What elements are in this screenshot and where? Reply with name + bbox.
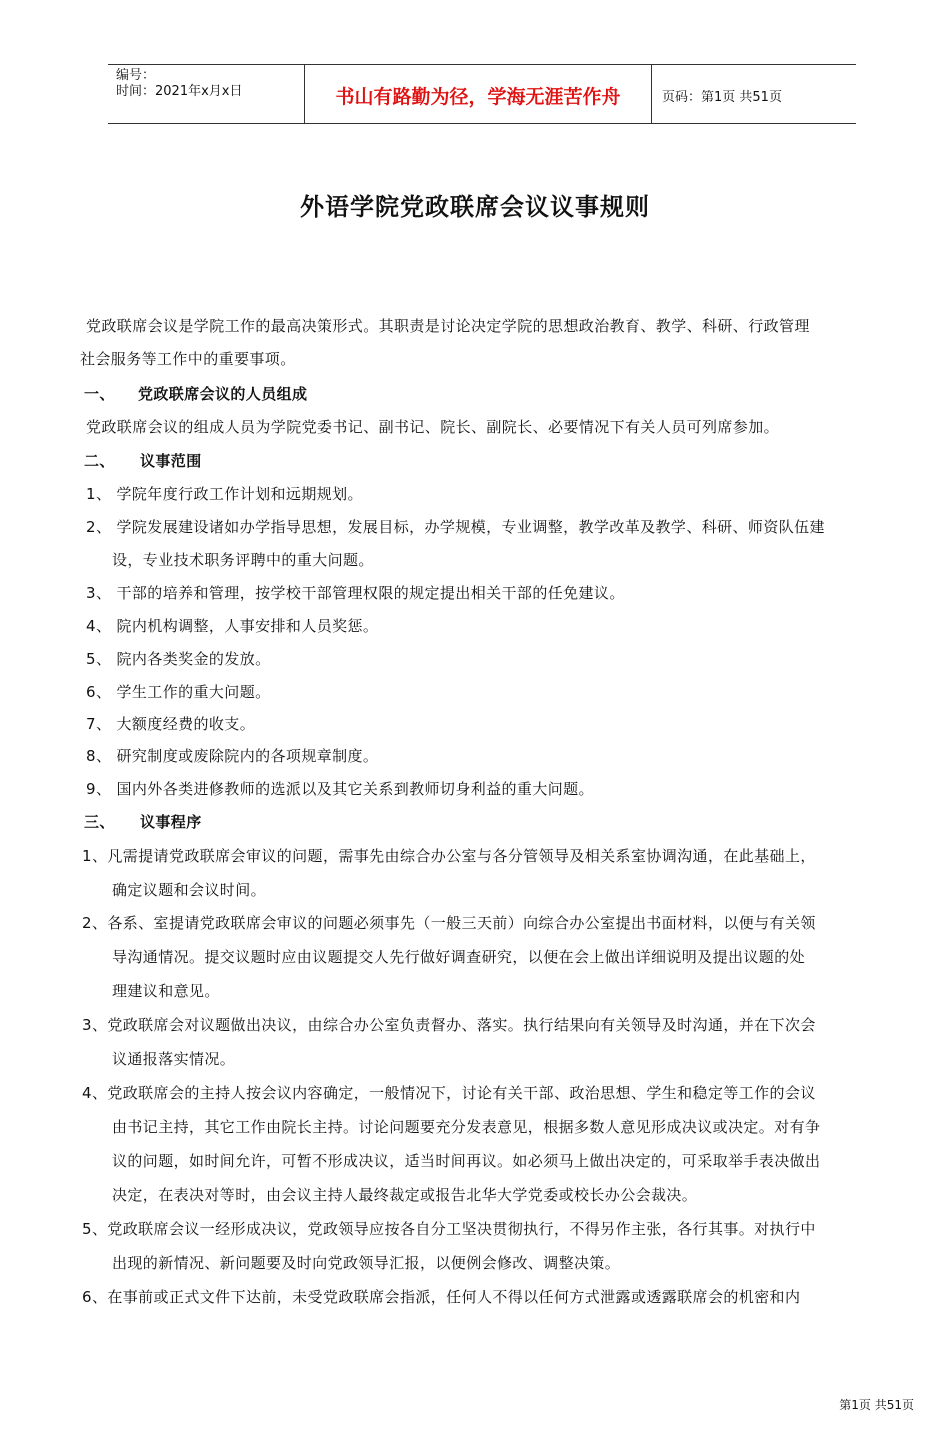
list-item-continuation: 设，专业技术职务评聘中的重大问题。 [112, 551, 374, 569]
list-item: 2、 学院发展建设诸如办学指导思想，发展目标，办学规模，专业调整，教学改革及教学、科研、师资队伍建 [86, 518, 825, 536]
list-item: 5、 院内各类奖金的发放。 [86, 650, 271, 668]
procedure-line: 6、在事前或正式文件下达前，未受党政联席会指派，任何人不得以任何方式泄露或透露联席会的机密和内 [82, 1288, 801, 1306]
section2-number: 二、 [84, 452, 115, 470]
procedure-line: 确定议题和会议时间。 [112, 881, 267, 899]
serial-label: 编号： [116, 68, 156, 83]
list-item: 8、 研究制度或废除院内的各项规章制度。 [86, 747, 379, 765]
list-item: 1、 学院年度行政工作计划和远期规划。 [86, 485, 363, 503]
motto: 书山有路勤为径，学海无涯苦作舟 [335, 86, 621, 108]
list-item: 6、 学生工作的重大问题。 [86, 683, 271, 701]
procedure-line: 3、党政联席会对议题做出决议，由综合办公室负责督办、落实。执行结果向有关领导及时沟通，并在下次会 [82, 1016, 816, 1034]
document-header [108, 64, 856, 124]
header-motto-cell [305, 65, 652, 123]
header-page-cell [652, 65, 856, 123]
procedure-line: 议通报落实情况。 [112, 1050, 236, 1068]
procedure-line: 1、凡需提请党政联席会审议的问题，需事先由综合办公室与各分管领导及相关系室协调沟通，在此基础上， [82, 847, 816, 865]
procedure-line: 5、党政联席会议一经形成决议，党政领导应按各自分工坚决贯彻执行，不得另作主张，各行其事。对执行中 [82, 1220, 816, 1238]
section1-number: 一、 [84, 385, 115, 403]
procedure-line: 由书记主持，其它工作由院长主持。讨论问题要充分发表意见，根据多数人意见形成决议或决定。对有争 [112, 1118, 821, 1136]
procedure-line: 导沟通情况。提交议题时应由议题提交人先行做好调查研究，以便在会上做出详细说明及提出议题的处 [112, 948, 806, 966]
list-item: 4、 院内机构调整，人事安排和人员奖惩。 [86, 617, 379, 635]
procedure-line: 议的问题，如时间允许，可暂不形成决议，适当时间再议。如必须马上做出决定的，可采取举手表决做出 [112, 1152, 821, 1170]
section3-heading: 议事程序 [140, 813, 202, 831]
section1-heading: 党政联席会议的人员组成 [138, 385, 308, 403]
intro-line-1: 党政联席会议是学院工作的最高决策形式。其职责是讨论决定学院的思想政治教育、教学、科研、行政管理 [86, 317, 810, 335]
list-item: 9、 国内外各类进修教师的选派以及其它关系到教师切身利益的重大问题。 [86, 780, 594, 798]
section1-body: 党政联席会议的组成人员为学院党委书记、副书记、院长、副院长、必要情况下有关人员可列席参加。 [86, 418, 780, 436]
list-item: 7、 大额度经费的收支。 [86, 715, 256, 733]
page-footer: 第1页 共51页 [839, 1398, 914, 1412]
procedure-line: 4、党政联席会的主持人按会议内容确定，一般情况下，讨论有关干部、政治思想、学生和稳定等工作的会议 [82, 1084, 816, 1102]
page-info: 页码：第1页 共51页 [662, 90, 782, 105]
procedure-line: 理建议和意见。 [112, 982, 220, 1000]
procedure-line: 决定，在表决对等时，由会议主持人最终裁定或报告北华大学党委或校长办公会裁决。 [112, 1186, 698, 1204]
header-meta-cell [108, 65, 305, 123]
intro-line-2: 社会服务等工作中的重要事项。 [80, 350, 296, 368]
procedure-line: 出现的新情况、新问题要及时向党政领导汇报，以便例会修改、调整决策。 [112, 1254, 621, 1272]
time-label: 时间：2021年x月x日 [116, 84, 243, 99]
procedure-line: 2、各系、室提请党政联席会审议的问题必须事先（一般三天前）向综合办公室提出书面材料，以便与有关领 [82, 914, 816, 932]
section2-heading: 议事范围 [140, 452, 202, 470]
section3-number: 三、 [84, 813, 115, 831]
document-title: 外语学院党政联席会议议事规则 [300, 192, 650, 221]
list-item: 3、 干部的培养和管理，按学校干部管理权限的规定提出相关干部的任免建议。 [86, 584, 625, 602]
